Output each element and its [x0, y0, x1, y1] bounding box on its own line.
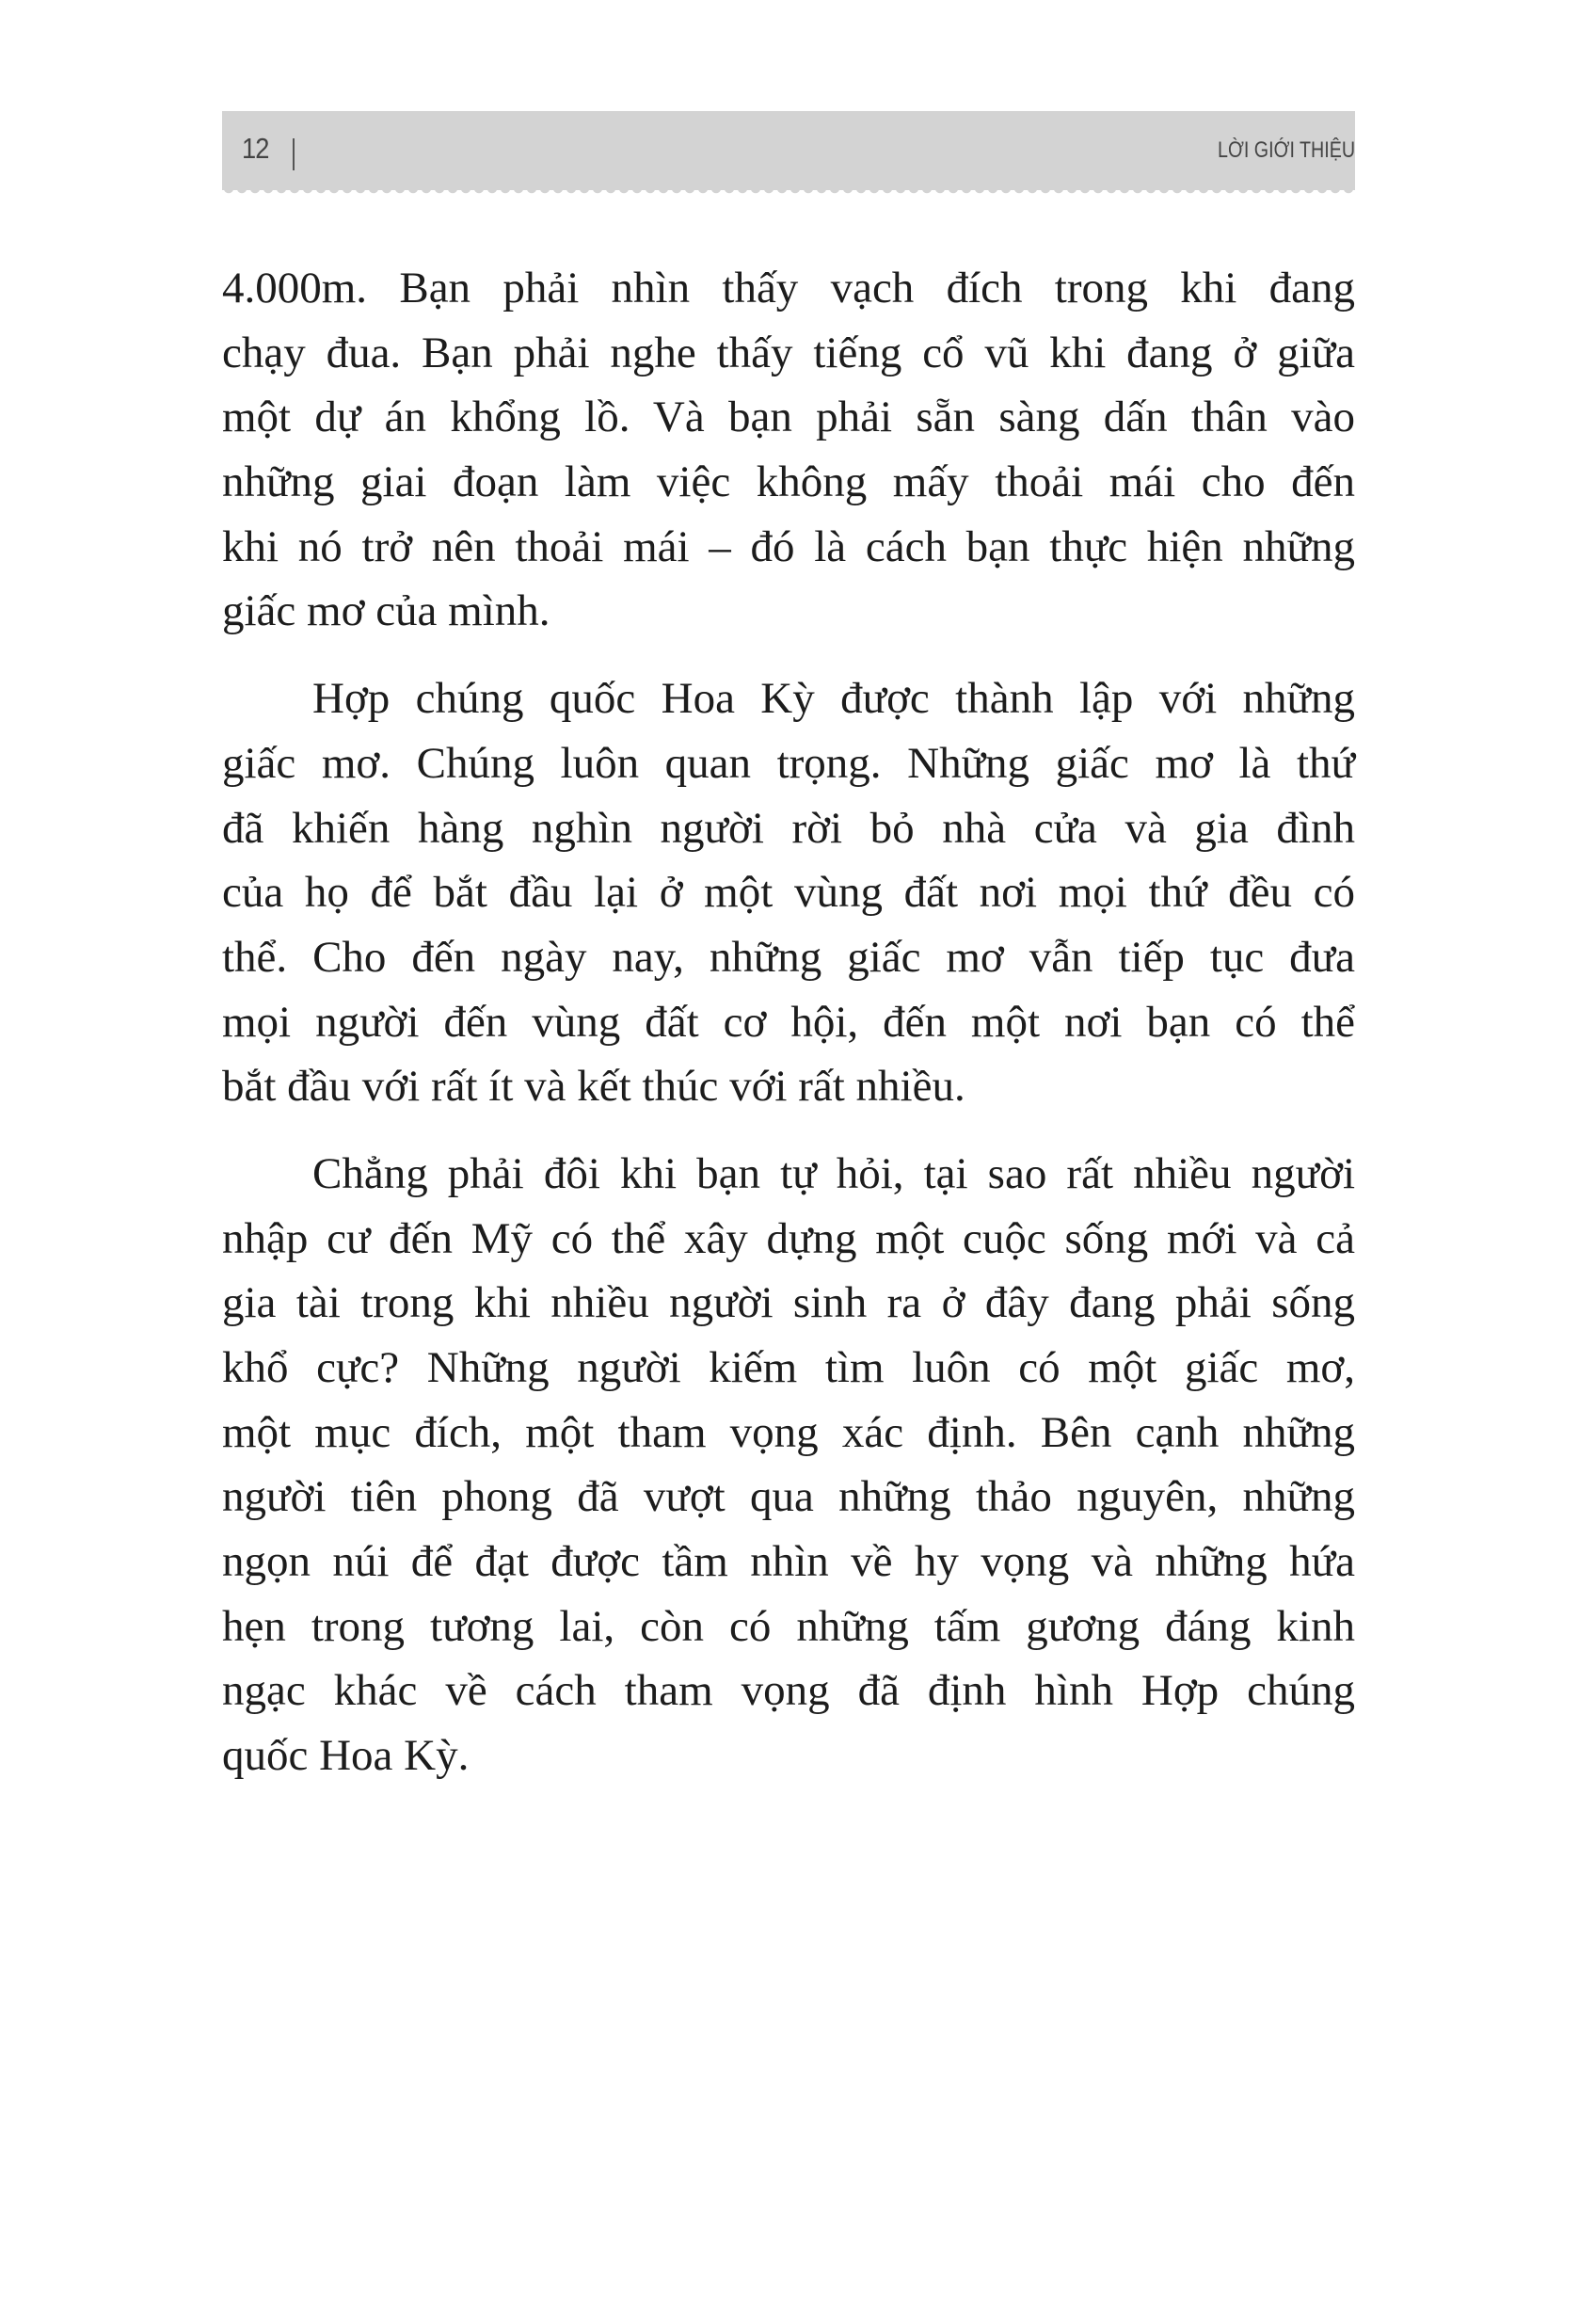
text-line: thể. Cho đến ngày nay, những giấc mơ vẫn tiếp tục đưa [222, 932, 1355, 982]
text-line: nhập cư đến Mỹ có thể xây dựng một cuộc sống mới và cả [222, 1213, 1355, 1263]
text-line: người tiên phong đã vượt qua những thảo nguyên, những [222, 1472, 1355, 1522]
text-line: ngạc khác về cách tham vọng đã định hình Hợp chúng [222, 1666, 1355, 1716]
text-line: mọi người đến vùng đất cơ hội, đến một nơi bạn có thể [222, 997, 1355, 1047]
text-line: một dự án khổng lồ. Và bạn phải sẵn sàng dấn thân vào [222, 393, 1355, 442]
text-line: quốc Hoa Kỳ. [222, 1731, 470, 1781]
body-text [222, 256, 1355, 1811]
chapter-title: LỜI GIỚI THIỆU [1217, 137, 1355, 163]
running-header [222, 111, 1355, 190]
text-line: Chẳng phải đôi khi bạn tự hỏi, tại sao rất nhiều người [312, 1148, 1355, 1198]
page-number: 12 [242, 132, 269, 165]
text-line: những giai đoạn làm việc không mấy thoải mái cho đến [222, 457, 1355, 507]
header-divider [293, 138, 295, 170]
text-line: của họ để bắt đầu lại ở một vùng đất nơi mọi thứ đều có [222, 868, 1355, 918]
text-line: ngọn núi để đạt được tầm nhìn về hy vọng và những hứa [222, 1537, 1355, 1587]
text-line: giấc mơ. Chúng luôn quan trọng. Những giấc mơ là thứ [222, 738, 1355, 788]
text-line: một mục đích, một tham vọng xác định. Bên cạnh những [222, 1407, 1355, 1457]
paragraph [222, 256, 1355, 644]
paragraph [222, 666, 1355, 1119]
text-line: hẹn trong tương lai, còn có những tấm gương đáng kinh [222, 1601, 1355, 1651]
paragraph [222, 1142, 1355, 1788]
text-line: đã khiến hàng nghìn người rời bỏ nhà cửa và gia đình [222, 803, 1355, 853]
text-line: gia tài trong khi nhiều người sinh ra ở đây đang phải sống [222, 1278, 1355, 1328]
text-line: bắt đầu với rất ít và kết thúc với rất nhiều. [222, 1062, 965, 1112]
text-line: chạy đua. Bạn phải nghe thấy tiếng cổ vũ khi đang ở giữa [222, 328, 1355, 377]
text-line: Hợp chúng quốc Hoa Kỳ được thành lập với những [312, 674, 1355, 724]
header-scalloped-edge [222, 188, 1355, 196]
text-line: khổ cực? Những người kiếm tìm luôn có một giấc mơ, [222, 1343, 1355, 1392]
text-line: 4.000m. Bạn phải nhìn thấy vạch đích trong khi đang [222, 264, 1355, 313]
text-line: khi nó trở nên thoải mái – đó là cách bạn thực hiện những [222, 521, 1355, 571]
text-line: giấc mơ của mình. [222, 586, 550, 636]
